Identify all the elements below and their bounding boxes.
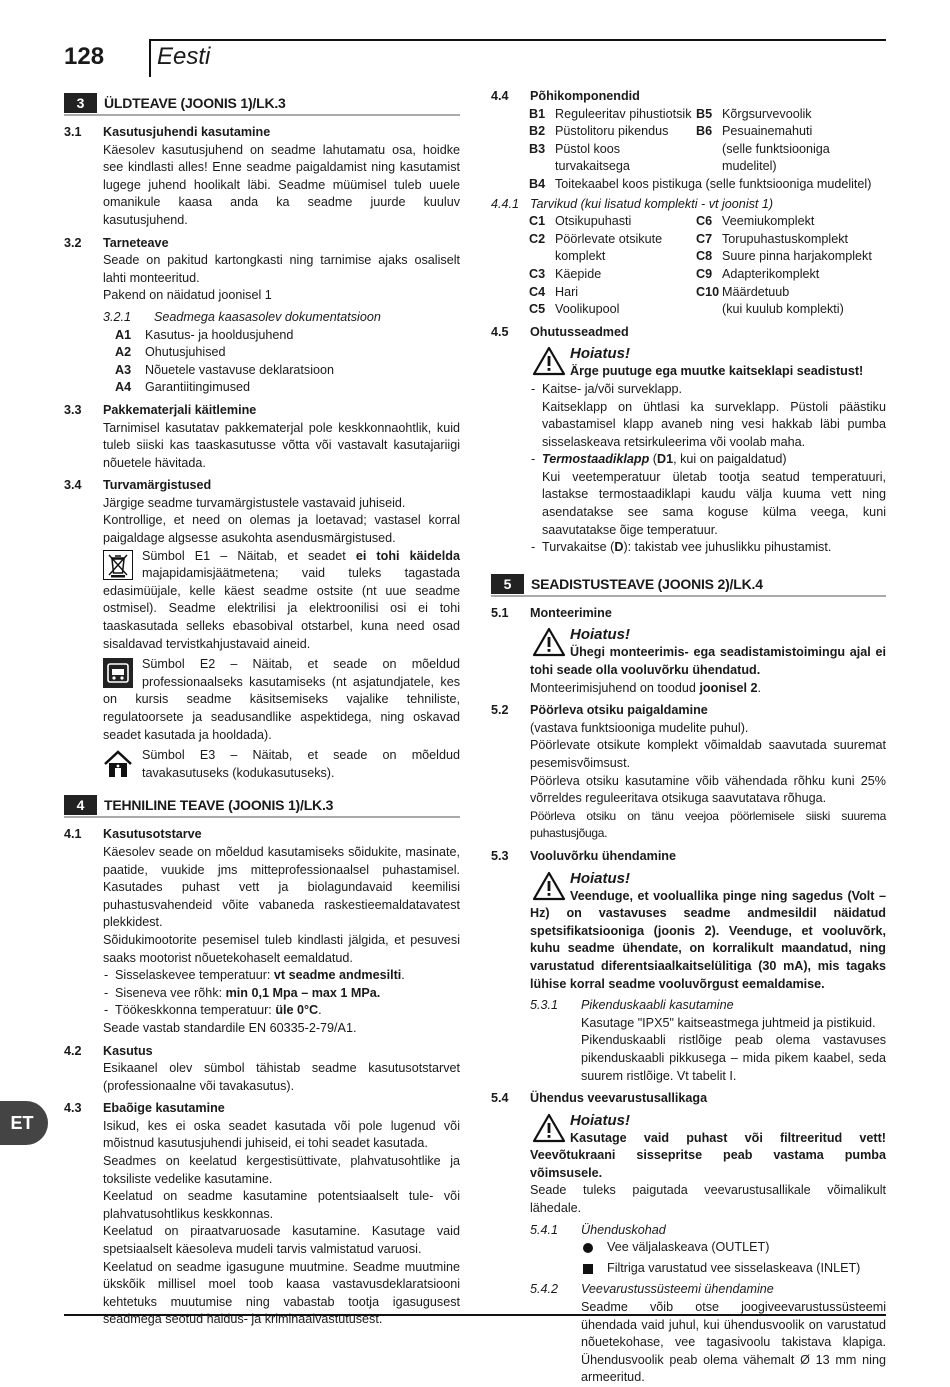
list-item <box>696 141 886 176</box>
paragraph-emphasis: joonisel 2 <box>699 680 758 695</box>
item-text: Hari <box>555 284 579 299</box>
list-item <box>581 1260 886 1278</box>
paragraph: (vastava funktsiooniga mudelite puhul). <box>530 720 749 735</box>
subsection-title: Ühendus veevarustusallikaga <box>530 1091 708 1106</box>
round-bullet-icon <box>583 1243 593 1253</box>
item-code: C9 <box>696 266 713 281</box>
list-item <box>103 967 460 985</box>
paragraph: Kontrollige, et need on olemas ja loetavad; vastasel korral paigaldage algsesse asukohta asendusmärgistused. <box>103 513 460 546</box>
item-code: B1 <box>529 106 546 121</box>
language-side-tab: ET <box>0 1101 48 1145</box>
subsection-5-3-1 <box>491 997 886 1085</box>
symbol-e2-paragraph <box>103 656 460 744</box>
item-code: D1 <box>657 452 674 467</box>
symbol-e3-text: Sümbol E3 – Näitab, et seade on mõeldud tavakasutuseks (kodukasutuseks). <box>142 748 460 780</box>
item-value: min 0,1 Mpa – max 1 MPa. <box>225 985 381 1000</box>
header-rule <box>149 39 886 41</box>
subsection-5-4-1 <box>491 1222 886 1278</box>
item-code: A1 <box>115 327 132 342</box>
item-text: Voolikupool <box>555 302 620 317</box>
warning-title: Hoiatus! <box>570 626 630 644</box>
paragraph: Isikud, kes ei oska seadet kasutada või pole lugenud või mõistnud kasutusjuhendi juhiseid, ei tohi seadet kasutada. <box>103 1118 460 1151</box>
square-bullet-icon <box>583 1264 593 1274</box>
paragraph: Esikaanel olev sümbol tähistab seadme kasutusotstarvet (professionaalne või tavakasutus). <box>103 1061 460 1093</box>
subsection-5-4 <box>491 1090 886 1108</box>
subsection-3-3 <box>64 402 460 472</box>
list-item <box>115 327 460 345</box>
paragraph: Pöörlevate otsikute komplekt võimaldab saavutada suuremat pesemisvõimsust. <box>530 738 886 770</box>
item-code: B6 <box>696 124 713 139</box>
subsection-5-2 <box>491 702 886 843</box>
subsection-title: Ohutusseadmed <box>530 324 629 339</box>
subsection-4-4 <box>491 88 886 106</box>
paragraph: Seadmes on keelatud kergestisüttivate, plahvatusohtlike ja toksiliste vedelike kasutamine. <box>103 1154 460 1186</box>
subsection-4-5 <box>491 324 886 381</box>
subsection-title: Vooluvõrku ühendamine <box>530 848 677 863</box>
subsection-title: Ühenduskohad <box>581 1222 666 1237</box>
subsection-title: Kasutusjuhendi kasutamine <box>103 125 271 139</box>
item-text: Filtriga varustatud vee sisselaskeava (INLET) <box>607 1260 861 1275</box>
paragraph: Pakend on näidatud joonisel 1 <box>103 288 272 303</box>
subsection-5-1 <box>491 605 886 623</box>
warning-triangle-icon <box>532 871 566 901</box>
item-code: C6 <box>696 214 713 229</box>
warning-text: Kasutage vaid puhast või filtreeritud vett! Veevõtukraani sissepritse peab vastama pumba võimsusele. <box>530 1130 886 1180</box>
paragraph: Seade vastab standardile EN 60335-2-79/A1. <box>103 1020 357 1035</box>
item-text: Toitekaabel koos pistikuga (selle funktsiooniga mudelitel) <box>555 176 872 191</box>
list-item <box>696 266 886 284</box>
subsection-4-4-1 <box>491 196 886 214</box>
subsection-4-3 <box>64 1100 460 1329</box>
symbol-e1-emphasis: ei tohi käidelda <box>355 548 460 563</box>
list-item <box>696 213 886 231</box>
warning-triangle-icon <box>532 1113 566 1143</box>
subsection-number: 3.1 <box>64 125 82 139</box>
subsection-number: 5.2 <box>491 703 509 718</box>
item-text: ( <box>649 452 658 467</box>
list-item <box>696 231 886 249</box>
list-item <box>115 379 460 397</box>
subsection-title: Tarneteave <box>103 235 169 250</box>
item-text: Püstolitoru pikendus <box>555 124 669 139</box>
item-text: Püstol koos turvakaitsega <box>555 141 630 174</box>
item-text: Garantiitingimused <box>145 380 250 395</box>
item-text: (kui kuulub komplekti) <box>722 302 844 317</box>
subsection-3-4 <box>64 477 460 547</box>
warning-text: Ärge puutuge ega muutke kaitseklapi seadistust! <box>570 364 864 379</box>
subsection-number: 3.2.1 <box>103 309 132 324</box>
list-item <box>529 213 696 231</box>
paragraph-text: Monteerimisjuhend on toodud <box>530 680 700 695</box>
section-number: 4 <box>64 795 97 815</box>
header-divider <box>149 40 151 77</box>
symbol-e1-paragraph <box>103 548 460 654</box>
item-text: Ohutusjuhised <box>145 345 226 360</box>
warning-triangle-icon <box>532 346 566 376</box>
language-title: Eesti <box>157 43 211 70</box>
item-text: Otsikupuhasti <box>555 214 632 229</box>
list-item <box>115 362 460 380</box>
list-item <box>696 301 886 319</box>
item-text: Suure pinna harjakomplekt <box>722 249 872 264</box>
accessories-list <box>491 213 886 319</box>
section-4-heading <box>64 792 460 818</box>
paragraph: Pikenduskaabli ristlõige peab olema vastavuses pikenduskaabli pikkusega – mida pikem kaabel, seda suurem ristlõige. Vt tabelit I. <box>581 1033 886 1083</box>
item-code: C10 <box>696 284 720 299</box>
paragraph: Kui veetemperatuur ületab tootja seatud temperatuuri, lastakse termostaadiklapi kaudu välja kuuma vett ning asendatakse see sama koguse külma veega, kuni saavutatakse õige temperatuur. <box>542 469 886 537</box>
subsection-number: 3.4 <box>64 478 82 493</box>
item-text: Töökeskkonna temperatuur: <box>115 1003 276 1018</box>
subsection-number: 5.4.2 <box>530 1282 559 1297</box>
item-code: B2 <box>529 124 546 139</box>
symbol-e1-text-rest: majapidamisjäätmetena; vaid tuleks tagastada edasimüüjale, kelle käest seadme ostsite (nt uue seadme ostmisel). Seadme elektrilisi ja elektroonilisi osi ei tohi taaskasutada selleks ebasobival otstarbel, kuna need osad sisaldavad tervistkahjustavaid aineid. <box>103 566 460 651</box>
professional-use-icon <box>103 658 133 688</box>
subsection-title: Kasutusotstarve <box>103 827 202 842</box>
subsection-title: Ebaõige kasutamine <box>103 1101 225 1116</box>
section-title: TEHNILINE TEAVE (JOONIS 1)/LK.3 <box>104 797 334 814</box>
item-text: Kõrgsurvevoolik <box>722 106 812 121</box>
list-item <box>103 985 460 1003</box>
paragraph: Kaitseklapp on ühtlasi ka surveklapp. Püstoli päästiku vabastamisel klapp avaneb ning vesi hakkab läbi pumba sisselaskeava retsirkuleerima või voolab maha. <box>542 399 886 449</box>
left-column <box>64 88 460 1329</box>
item-text: Turvakaitse ( <box>542 540 615 555</box>
list-item <box>529 231 696 266</box>
section-5-heading <box>491 571 886 597</box>
paragraph: Keelatud on seadme kasutamine potentsiaalselt tule- või plahvatusohtlikus keskkonnas. <box>103 1189 460 1221</box>
paragraph: Seade on pakitud kartongkasti ning tarnimise ajaks osaliselt lahti monteeritud. <box>103 253 460 285</box>
item-code: C5 <box>529 302 546 317</box>
subsection-number: 5.3.1 <box>530 998 559 1013</box>
subsection-title: Monteerimine <box>530 605 612 620</box>
item-code: A3 <box>115 362 132 377</box>
list-item <box>529 106 696 124</box>
subsection-number: 4.2 <box>64 1043 82 1058</box>
paragraph: Pöörleva otsiku kasutamine võib vähendada rõhku kuni 25% võrreldes reguleeritava otsikuga saavutatava rõhuga. <box>530 773 886 806</box>
subsection-title: Veevarustussüsteemi ühendamine <box>581 1282 774 1297</box>
subsection-5-4-2 <box>491 1281 886 1387</box>
paragraph: Tarnimisel kasutatav pakkematerjal pole keskkonnaohtlik, kuid tuleb siiski kas taaskasutusse võtta või vastavalt kasutajariigi nõuetele hävitada. <box>103 420 460 470</box>
item-text: Sisselaskevee temperatuur: <box>115 968 274 983</box>
subsection-title: Kasutus <box>103 1043 153 1058</box>
warning-title: Hoiatus! <box>570 1111 630 1129</box>
list-item <box>696 284 886 302</box>
subsection-number: 4.5 <box>491 324 509 339</box>
symbol-e1-text: Sümbol E1 – Näitab, et seadet <box>142 548 356 563</box>
subsection-number: 4.4 <box>491 89 509 103</box>
warning-block <box>530 1112 886 1183</box>
subsection-number: 5.3 <box>491 848 509 863</box>
subsection-title: Turvamärgistused <box>103 478 212 493</box>
subsection-title: Pakkematerjali käitlemine <box>103 402 257 417</box>
item-code: A2 <box>115 345 132 360</box>
item-code: B3 <box>529 141 546 156</box>
warning-triangle-icon <box>532 627 566 657</box>
subsection-3-1 <box>64 124 460 230</box>
subsection-number: 5.4.1 <box>530 1222 559 1237</box>
item-code: C2 <box>529 231 546 246</box>
list-item <box>529 266 696 284</box>
subsection-number: 5.1 <box>491 605 509 620</box>
subsection-number: 4.1 <box>64 827 82 842</box>
list-item <box>529 123 696 141</box>
item-text: Käepide <box>555 266 602 281</box>
item-text: Nõuetele vastavuse deklaratsioon <box>145 362 335 377</box>
item-text: Kasutus- ja hooldusjuhend <box>145 327 294 342</box>
item-value: vt seadme andmesilti <box>273 968 402 983</box>
item-code: D <box>614 540 624 555</box>
item-code: C8 <box>696 249 713 264</box>
subsection-3-2-1 <box>64 309 460 327</box>
paragraph: Järgige seadme turvamärgistustele vastavaid juhiseid. <box>103 495 406 510</box>
subsection-number: 3.2 <box>64 235 82 250</box>
subsection-number: 5.4 <box>491 1091 509 1106</box>
list-item <box>115 344 460 362</box>
item-end: . <box>401 968 405 983</box>
subsection-number: 3.3 <box>64 402 82 417</box>
item-code: B5 <box>696 106 713 121</box>
warning-title: Hoiatus! <box>570 345 630 363</box>
item-code: A4 <box>115 380 132 395</box>
item-code: C4 <box>529 284 546 299</box>
item-text: Pöörlevate otsikute komplekt <box>555 231 663 264</box>
item-text: Määrdetuub <box>722 284 790 299</box>
household-use-icon <box>103 749 133 779</box>
warning-title: Hoiatus! <box>570 869 630 887</box>
paragraph: Seade tuleks paigutada veevarustusallikale võimalikult lähedale. <box>530 1183 886 1216</box>
section-number: 3 <box>64 93 97 113</box>
list-item <box>696 106 886 124</box>
paragraph: Käesolev seade on mõeldud kasutamiseks sõidukite, masinate, paatide, vuukide jms mitteprofessionaalsel puhastamisel. Kasutades puhast vett ja biolagundavaid keemilisi puhastusvahendeid võite vabaneda raskestieemaldatavatest plekkidest. <box>103 844 460 930</box>
item-value: üle 0°C <box>275 1003 319 1018</box>
list-item <box>696 248 886 266</box>
symbol-e3-paragraph <box>103 747 460 782</box>
list-item <box>529 284 696 302</box>
item-text-rest: ): takistab vee juhuslikku pihustamist. <box>623 540 832 555</box>
right-column <box>491 88 886 1387</box>
item-text: Siseneva vee rõhk: <box>115 985 226 1000</box>
item-text: Torupuhastuskomplekt <box>722 231 849 246</box>
section-number: 5 <box>491 574 524 594</box>
subsection-5-3 <box>491 848 886 866</box>
subsection-number: 4.4.1 <box>491 196 520 211</box>
subsection-title: Seadmega kaasasolev dokumentatsioon <box>154 309 381 324</box>
subsection-3-2 <box>64 235 460 305</box>
item-text: Kaitse- ja/või surveklapp. <box>542 381 682 396</box>
list-item <box>696 123 886 141</box>
list-item <box>529 141 696 176</box>
symbol-e2-text: Sümbol E2 – Näitab, et seade on mõeldud professionaalseks kasutamiseks (nt asjatundjatele, kes on kursis seadme käsitsemiseks vajalike tehniliste, regulatoorsete ja seadusandlike aspektidega, ning oskavad seadet kasutada ja hooldada). <box>103 657 460 742</box>
documentation-list <box>64 327 460 397</box>
subsection-title: Tarvikud (kui lisatud komplekti - vt joonist 1) <box>530 196 774 211</box>
list-item <box>530 539 886 557</box>
item-text: (selle funktsiooniga mudelitel) <box>722 141 830 174</box>
item-code: C1 <box>529 214 546 229</box>
subsection-4-1 <box>64 826 460 1037</box>
item-code: C3 <box>529 266 546 281</box>
subsection-title: Pikenduskaabli kasutamine <box>581 998 734 1013</box>
paragraph: Sõidukimootorite pesemisel tuleb kindlasti jälgida, et pesuvesi saaks mootorist nõuetekohaselt eemaldatud. <box>103 932 460 965</box>
crossed-bin-icon <box>103 550 133 580</box>
paragraph: Käesolev kasutusjuhend on seadme lahutamatu osa, hoidke see kindlasti alles! Enne seadme paigaldamist ning kasutamist lugege juhend hoolikalt läbi. Seadme müümisel tuleb uuele omanikule kaasa anda ka seadme juurde kuuluv kasutusjuhend. <box>103 142 460 227</box>
item-text: Adapterikomplekt <box>722 266 820 281</box>
item-text: Vee väljalaskeava (OUTLET) <box>607 1240 770 1255</box>
item-term: Termostaadiklapp <box>542 452 650 467</box>
page-number: 128 <box>64 43 105 70</box>
section-title: SEADISTUSTEAVE (JOONIS 2)/LK.4 <box>531 575 763 592</box>
section-3-heading <box>64 90 460 116</box>
paragraph: Kasutage "IPX5" kaitseastmega juhtmeid ja pistikuid. <box>581 1015 876 1030</box>
list-item <box>530 451 886 469</box>
subsection-title: Pöörleva otsiku paigaldamine <box>530 703 708 718</box>
paragraph-end: . <box>757 680 762 695</box>
item-text: Pesuainemahuti <box>722 124 813 139</box>
list-item <box>581 1239 886 1257</box>
warning-text: Veenduge, et vooluallika pinge ning sagedus (Volt – Hz) on vastavuses seadme andmesildil näidatud spetsifikatsiooniga (joonis 2). Veenduge, et vooluvõrk, kuhu seadme ühendate, on korralikult maandatud, ning varustatud diferentsiaalkaitselülitiga (30 mA), mis tagaks lühise korral seadme vooluvõrgust eemaldamise. <box>530 888 886 991</box>
item-code: B4 <box>529 176 546 191</box>
list-item <box>529 176 886 194</box>
warning-block <box>530 870 886 994</box>
item-end: . <box>318 1003 322 1018</box>
paragraph: Keelatud on seadme igasugune muutmine. Seadme muutmine ükskõik millisel moel toob kaasa vastavusdeklaratsiooni kehtetuks muutumise ning vabastab tootja igasugusest seadmega seotud haldus- ja kriminaalvastutusest. <box>103 1259 460 1327</box>
subsection-number: 4.3 <box>64 1101 82 1116</box>
components-list <box>491 106 886 176</box>
list-item <box>530 381 886 399</box>
paragraph: Pöörleva otsiku on tänu veejoa pöörlemisele siiski suurema puhastusjõuga. <box>530 808 886 841</box>
item-text: Veemiukomplekt <box>722 214 815 229</box>
item-code: C7 <box>696 231 713 246</box>
list-item <box>529 301 696 319</box>
list-item <box>103 1002 460 1020</box>
warning-text: Ühegi monteerimis- ega seadistamistoimingu ajal ei tohi seade olla vooluvõrku ühendatud. <box>530 645 886 678</box>
paragraph <box>530 680 886 698</box>
warning-block <box>530 626 886 679</box>
paragraph: Seadme võib otse joogiveevarustussüsteemi ühendada vaid juhul, kui ühendusvoolik on varustatud nõuetekohase, vee tagasivoolu takistava klapiga. Ühendusvoolik peab olema vähemalt Ø 13 mm ning armeeritud. <box>581 1300 886 1385</box>
section-title: ÜLDTEAVE (JOONIS 1)/LK.3 <box>104 95 286 111</box>
paragraph: Keelatud on piraatvaruosade kasutamine. Kasutage vaid spetsiaalselt käesoleva mudeli tarvis valmistatud varuosi. <box>103 1224 460 1257</box>
item-text-rest: , kui on paigaldatud) <box>673 452 787 467</box>
subsection-title: Põhikomponendid <box>530 89 640 103</box>
warning-block <box>530 345 886 381</box>
subsection-4-2 <box>64 1043 460 1096</box>
item-text: Reguleeritav pihustiotsik <box>555 106 692 121</box>
